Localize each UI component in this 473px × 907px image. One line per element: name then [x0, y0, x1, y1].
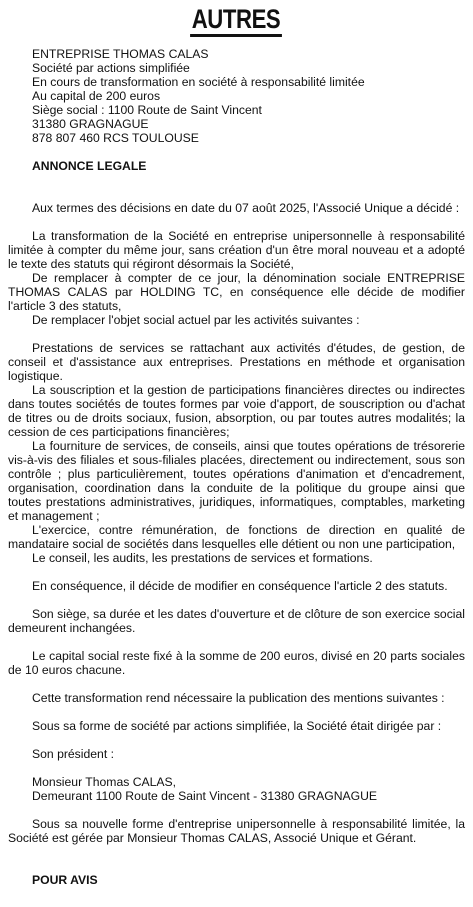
pour-avis-footer: POUR AVIS	[32, 873, 98, 887]
notice-body	[8, 201, 465, 761]
paragraph-capital: Le capital social reste fixé à la somme de 200 euros, divisé en 20 parts sociales de 10 euros chacune.	[8, 649, 465, 677]
annonce-legale-title: ANNONCE LEGALE	[32, 159, 147, 173]
paragraph-denomination: De remplacer à compter de ce jour, la dénomination sociale ENTREPRISE THOMAS CALAS par HOLDING TC, en conséquence elle décide de modifier l'article 3 des statuts,	[8, 271, 465, 313]
company-form: Société par actions simplifiée	[32, 61, 190, 75]
president-name: Monsieur Thomas CALAS,	[32, 775, 177, 789]
president-block	[32, 775, 473, 803]
paragraph-publication: Cette transformation rend nécessaire la publication des mentions suivantes :	[32, 691, 445, 705]
company-city: 31380 GRAGNAGUE	[32, 117, 149, 131]
paragraph-transformation: La transformation de la Société en entreprise unipersonnelle à responsabilité limitée à compter du même jour, sans création d'un être moral nouveau et a adopté le texte des statuts qui régiront désormais la Société,	[8, 229, 465, 271]
paragraph-siege: Son siège, sa durée et les dates d'ouverture et de clôture de son exercice social demeurent inchangées.	[8, 607, 465, 635]
notice-body-end	[8, 817, 465, 845]
paragraph-article-2: En conséquence, il décide de modifier en conséquence l'article 2 des statuts.	[32, 579, 448, 593]
paragraph-president: Son président :	[32, 747, 114, 761]
paragraph-fourniture: La fourniture de services, de conseils, ainsi que toutes opérations de trésorerie vis-à-vis des filiales et sous-filiales placées, directement ou indirectement, sous son contrôle ; plus particulièrement, toutes opérations d'animation et d'encadrement, organisation, coordination dans la conduite de la politique du groupe ainsi que toutes prestations administratives, juridiques, informatiques, comptables, marketing et management ;	[8, 439, 465, 523]
paragraph-ancienne-forme: Sous sa forme de société par actions simplifiée, la Société était dirigée par :	[32, 719, 442, 733]
paragraph-souscription: La souscription et la gestion de participations financières directes ou indirectes dans toutes sociétés de toutes formes par voie d'apport, de souscription ou d'achat de titres ou de droits sociaux, fusion, absorption, ou par toutes autres modalités; la cession de ces participations financières;	[8, 383, 465, 439]
company-name: ENTREPRISE THOMAS CALAS	[32, 47, 209, 61]
paragraph-decisions: Aux termes des décisions en date du 07 août 2025, l'Associé Unique a décidé :	[32, 201, 460, 215]
section-header	[0, 0, 473, 38]
president-address: Demeurant 1100 Route de Saint Vincent - 31380 GRAGNAGUE	[32, 789, 378, 803]
company-rcs: 878 807 460 RCS TOULOUSE	[32, 131, 199, 145]
paragraph-prestations: Prestations de services se rattachant aux activités d'études, de gestion, de conseil et d'assistance aux entreprises. Prestations en méthode et organisation logistique.	[8, 341, 465, 383]
paragraph-conseil: Le conseil, les audits, les prestations de services et formations.	[32, 551, 373, 565]
paragraph-nouvelle-forme: Sous sa nouvelle forme d'entreprise unipersonnelle à responsabilité limitée, la Société est gérée par Monsieur Thomas CALAS, Associé Unique et Gérant.	[8, 817, 465, 845]
paragraph-objet: De remplacer l'objet social actuel par les activités suivantes :	[32, 313, 360, 327]
company-capital: Au capital de 200 euros	[32, 89, 161, 103]
paragraph-exercice: L'exercice, contre rémunération, de fonctions de direction en qualité de mandataire social de sociétés dans lesquelles elle détient ou non une participation,	[8, 523, 465, 551]
section-title-autres: AUTRES	[191, 4, 283, 37]
company-transformation: En cours de transformation en société à responsabilité limitée	[32, 75, 365, 89]
company-address: Siège social : 1100 Route de Saint Vincent	[32, 103, 262, 117]
company-info-block	[32, 47, 473, 145]
